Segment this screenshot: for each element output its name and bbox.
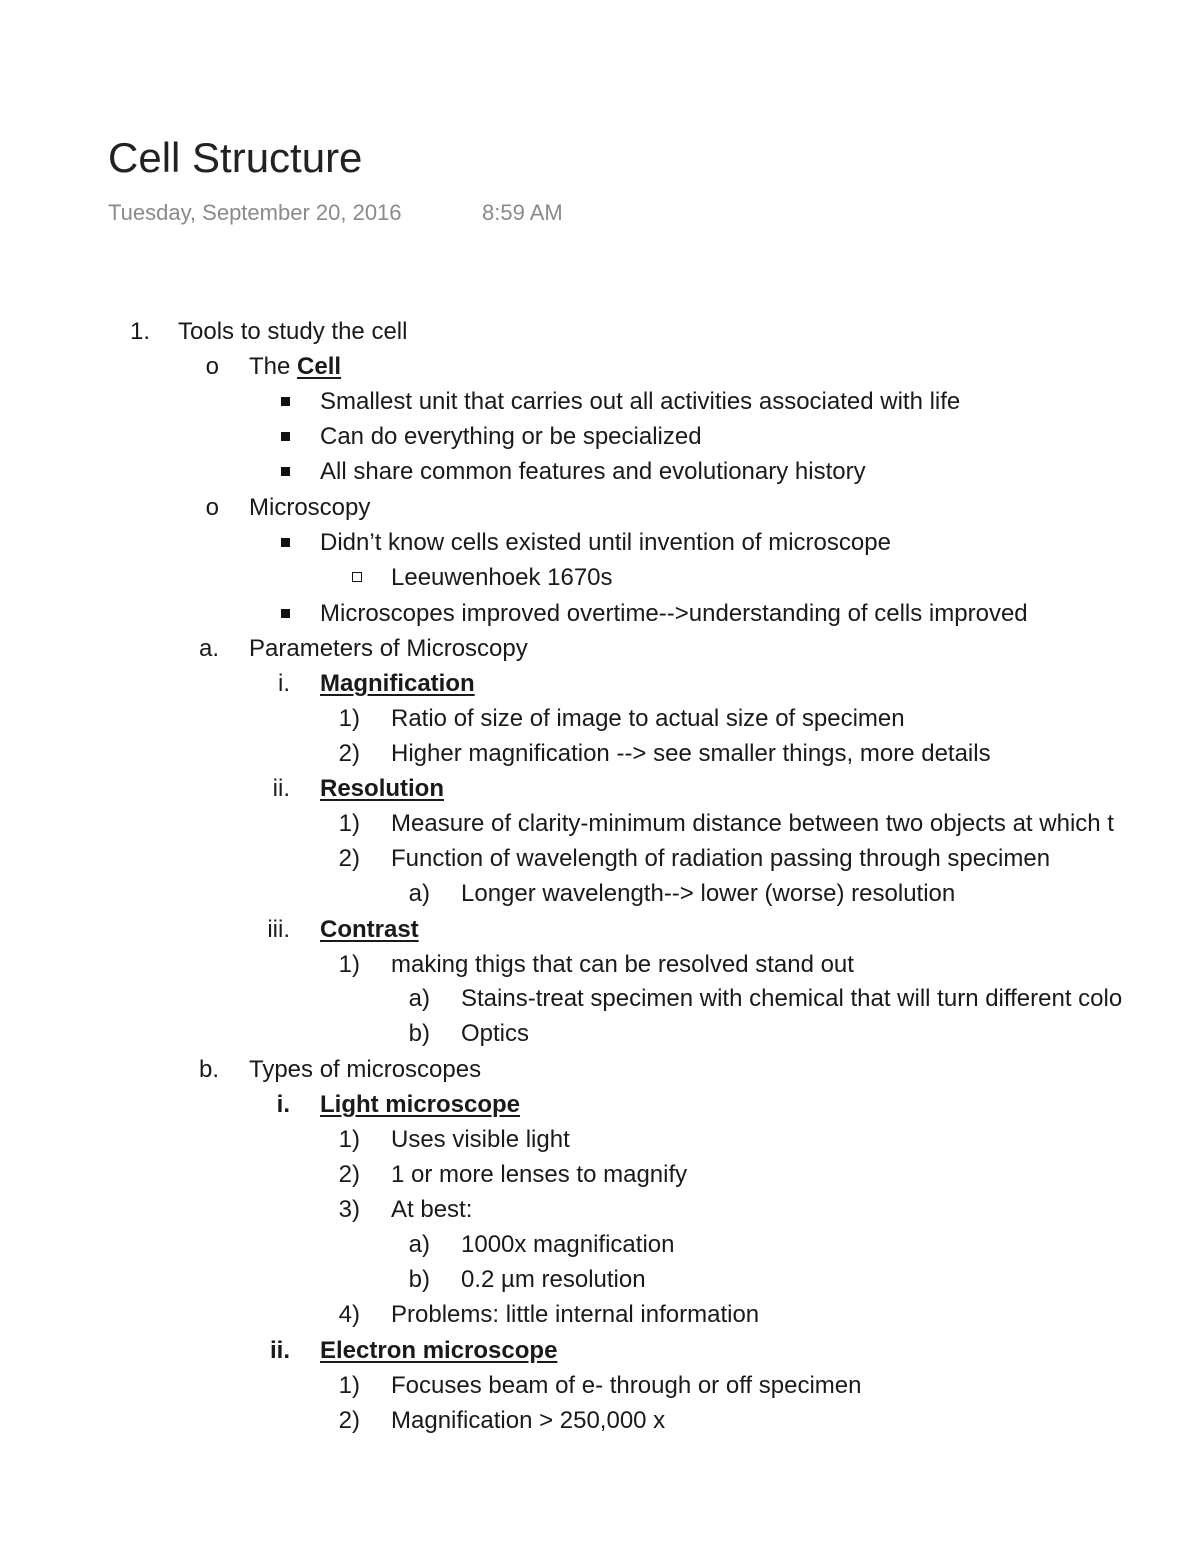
outline-item — [0, 1297, 1200, 1333]
list-marker: 2) — [338, 1161, 360, 1188]
bullet-square-icon — [281, 419, 290, 455]
outline-text: Ratio of size of image to actual size of specimen — [391, 705, 905, 732]
list-marker: o — [205, 353, 219, 380]
outline-text: Tools to study the cell — [178, 318, 408, 345]
outline-item — [0, 454, 1200, 490]
page-title: Cell Structure — [108, 134, 363, 181]
outline-item — [0, 631, 1200, 667]
outline-text — [320, 912, 419, 948]
outline-text: Focuses beam of e- through or off specimen — [391, 1372, 862, 1399]
list-marker: 1) — [338, 705, 360, 732]
outline-text: Longer wavelength--> lower (worse) resolution — [461, 880, 956, 907]
outline-item — [0, 1227, 1200, 1263]
outline-item — [0, 1192, 1200, 1228]
page-time: 8:59 AM — [482, 200, 563, 225]
outline-text: Can do everything or be specialized — [320, 423, 702, 450]
outline-text — [249, 349, 341, 385]
outline-item — [0, 1052, 1200, 1088]
bullet-square-icon — [281, 384, 290, 420]
list-marker: a) — [408, 985, 430, 1012]
outline-heading: Resolution — [320, 775, 444, 802]
outline-text: Uses visible light — [391, 1126, 570, 1153]
outline-item — [0, 1262, 1200, 1298]
outline-text: Types of microscopes — [249, 1056, 482, 1083]
outline-item — [0, 736, 1200, 772]
bullet-square-icon — [281, 596, 290, 632]
outline-heading: Contrast — [320, 916, 419, 943]
list-marker: ii. — [272, 775, 290, 802]
outline-item — [0, 876, 1200, 912]
page-date: Tuesday, September 20, 2016 — [108, 200, 402, 225]
outline-text: Higher magnification --> see smaller things, more details — [391, 740, 991, 767]
outline-item — [0, 1403, 1200, 1439]
list-marker: 3) — [338, 1196, 360, 1223]
outline-text — [320, 771, 444, 807]
outline-item — [0, 560, 1200, 596]
outline-text — [320, 1333, 557, 1369]
outline-item — [0, 349, 1200, 385]
outline-text: Measure of clarity-minimum distance between two objects at which t — [391, 810, 1114, 837]
list-marker: 1. — [129, 318, 150, 345]
outline-heading: Electron microscope — [320, 1337, 558, 1364]
outline-item — [0, 1333, 1200, 1369]
list-marker: b. — [198, 1056, 219, 1083]
outline-text: Problems: little internal information — [391, 1301, 760, 1328]
outline-text: Didn’t know cells existed until invention of microscope — [320, 529, 891, 556]
list-marker: iii. — [267, 916, 290, 943]
outline-text — [320, 1087, 520, 1123]
outline-text: Microscopy — [249, 494, 371, 521]
list-marker: 1) — [338, 810, 360, 837]
list-marker: 2) — [338, 845, 360, 872]
list-marker: 4) — [338, 1301, 360, 1328]
list-marker: i. — [276, 1091, 290, 1118]
outline-item — [0, 384, 1200, 420]
outline-text: Optics — [461, 1020, 530, 1047]
outline-text: Stains-treat specimen with chemical that will turn different colo — [461, 985, 1123, 1012]
outline-item — [0, 525, 1200, 561]
outline-heading: Magnification — [320, 670, 475, 697]
list-marker: i. — [278, 670, 290, 697]
list-marker: o — [205, 494, 219, 521]
outline-text: Smallest unit that carries out all activities associated with life — [320, 388, 961, 415]
outline-text: 1 or more lenses to magnify — [391, 1161, 688, 1188]
outline-item — [0, 806, 1200, 842]
outline-text: making thigs that can be resolved stand out — [391, 951, 854, 978]
outline-text: At best: — [391, 1196, 473, 1223]
outline-item — [0, 1368, 1200, 1404]
outline-text: Function of wavelength of radiation passing through specimen — [391, 845, 1051, 872]
outline-heading: Cell — [297, 353, 342, 380]
outline-item — [0, 912, 1200, 948]
outline-item — [0, 1122, 1200, 1158]
list-marker: b) — [408, 1020, 430, 1047]
list-marker: 1) — [338, 1126, 360, 1153]
outline-item — [0, 701, 1200, 737]
list-marker: a. — [198, 635, 219, 662]
outline-item — [0, 771, 1200, 807]
outline-item — [0, 981, 1200, 1017]
outline-item — [0, 419, 1200, 455]
list-marker: 2) — [338, 1407, 360, 1434]
list-marker: a) — [408, 1231, 430, 1258]
outline-text: Magnification > 250,000 x — [391, 1407, 666, 1434]
outline-item — [0, 596, 1200, 632]
list-marker: 2) — [338, 740, 360, 767]
outline-item — [0, 1157, 1200, 1193]
bullet-square-icon — [281, 454, 290, 490]
outline-text: 0.2 µm resolution — [461, 1266, 646, 1293]
bullet-hollow-square-icon — [352, 560, 362, 596]
outline-text — [320, 666, 475, 702]
outline-item — [0, 314, 1200, 350]
list-marker: 1) — [338, 1372, 360, 1399]
outline-item — [0, 490, 1200, 526]
list-marker: 1) — [338, 951, 360, 978]
outline-text: 1000x magnification — [461, 1231, 675, 1258]
outline-item — [0, 947, 1200, 983]
outline-item — [0, 1016, 1200, 1052]
outline-item — [0, 1087, 1200, 1123]
outline-text: All share common features and evolutionary history — [320, 458, 866, 485]
bullet-square-icon — [281, 525, 290, 561]
outline-item — [0, 841, 1200, 877]
outline-heading: Light microscope — [320, 1091, 521, 1118]
outline-text: Parameters of Microscopy — [249, 635, 528, 662]
list-marker: a) — [408, 880, 430, 907]
outline-item — [0, 666, 1200, 702]
outline-text-prefix: The — [249, 353, 298, 380]
list-marker: b) — [408, 1266, 430, 1293]
outline-text: Microscopes improved overtime-->understanding of cells improved — [320, 600, 1028, 627]
list-marker: ii. — [269, 1337, 290, 1364]
outline-text: Leeuwenhoek 1670s — [391, 564, 613, 591]
